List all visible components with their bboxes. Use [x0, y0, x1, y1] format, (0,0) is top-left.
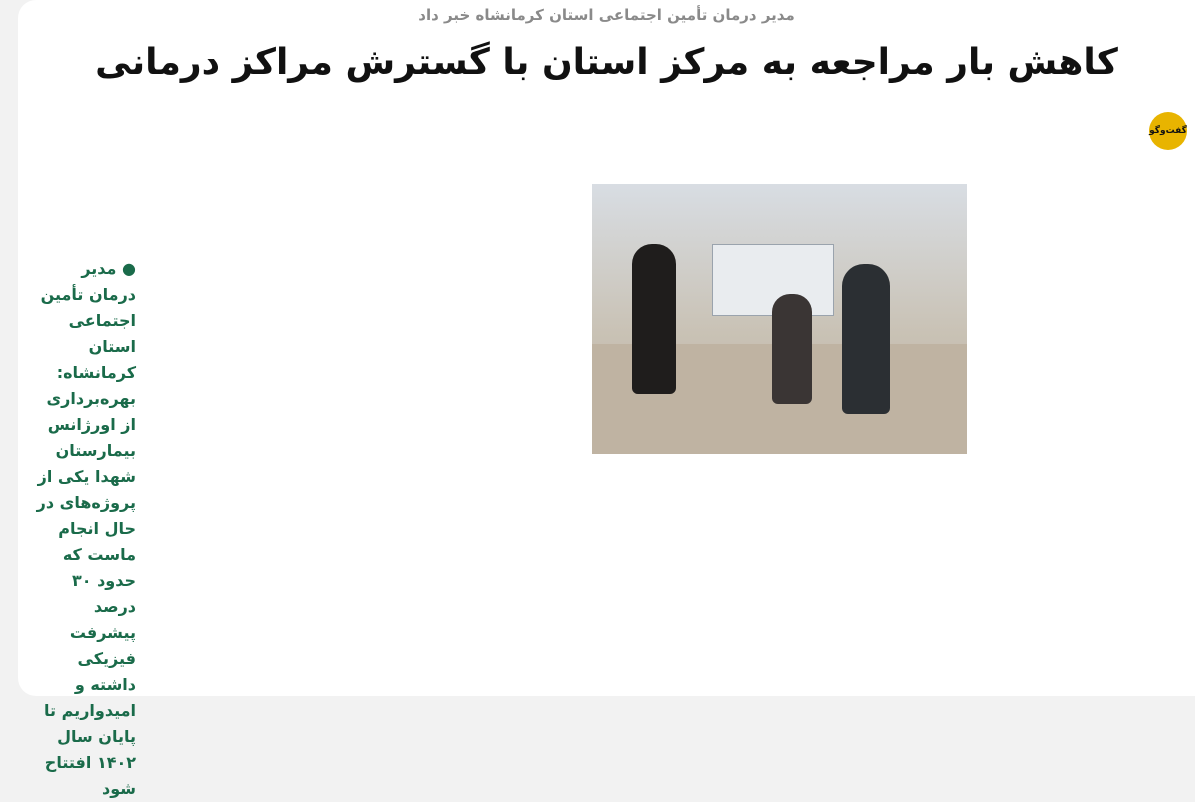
- hospital-photo: [592, 184, 967, 454]
- pull-quote: [36, 256, 136, 802]
- interview-badge: گفت‌وگو: [1149, 112, 1187, 150]
- photo-person: [842, 264, 890, 414]
- photo-person: [632, 244, 676, 394]
- headline: کاهش بار مراجعه به مرکز استان با گسترش مراکز درمانی: [95, 42, 1118, 83]
- photo-person: [772, 294, 812, 404]
- pull-quote-text: مدیر درمان تأمین اجتماعی استان کرمانشاه: بهره‌برداری از اورژانس بیمارستان شهدا یکی از پروژه‌های در حال انجام ماست که حدود ۳۰ درصد پیشرفت فیزیکی داشته و امیدواریم تا پایان سال ۱۴۰۲ افتتاح شود: [36, 259, 136, 798]
- news-page: [18, 0, 1195, 798]
- bullet-dot: ●: [122, 259, 136, 278]
- kicker: مدیر درمان تأمین اجتماعی استان کرمانشاه خبر داد: [418, 6, 795, 24]
